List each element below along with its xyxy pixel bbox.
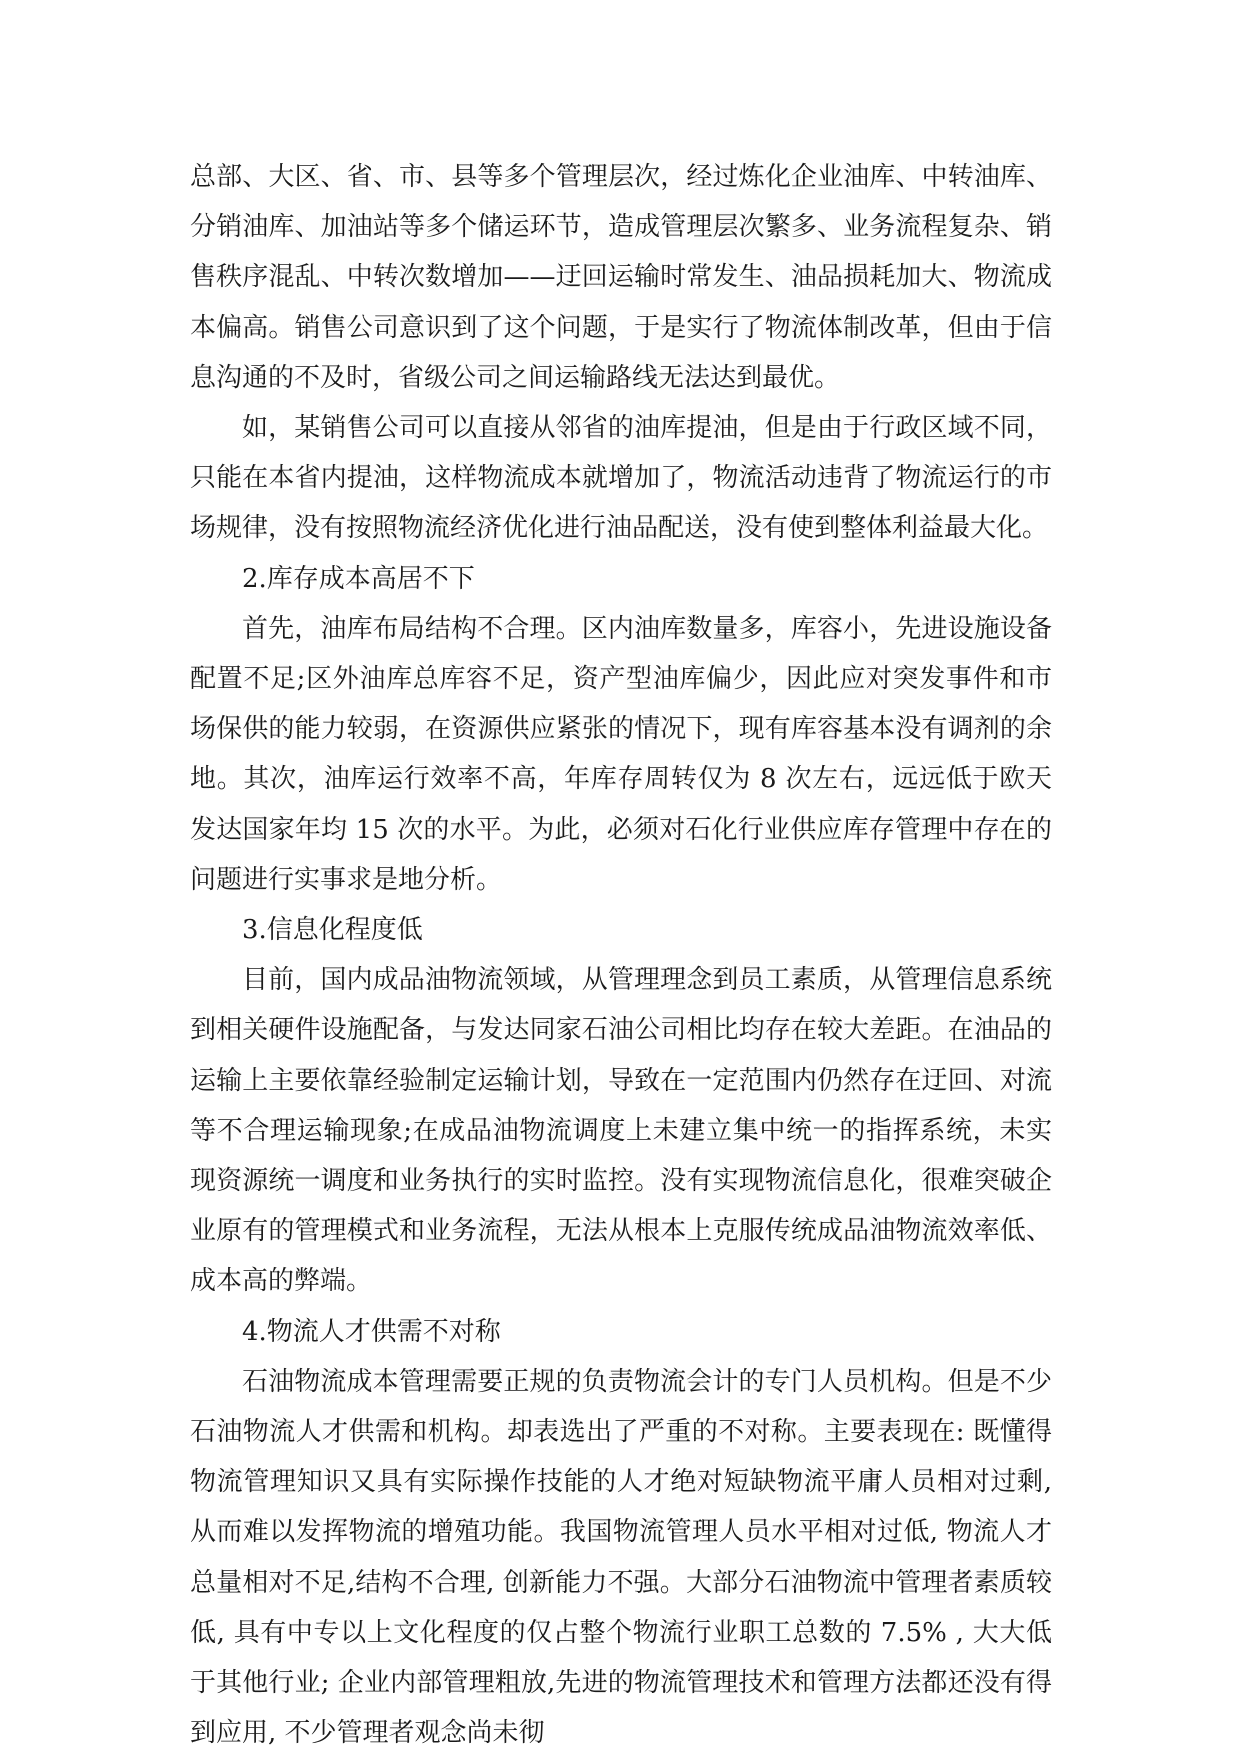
- paragraph-inventory-cost: 首先，油库布局结构不合理。区内油库数量多，库容小，先进设施设备配置不足;区外油库总库容不足，资产型油库偏少，因此应对突发事件和市场保供的能力较弱，在资源供应紧张的情况下，现有库容基本没有调剂的余地。其次，油库运行效率不高，年库存周转仅为 8 次左右，远远低于欧天发达国家年均 15 次的水平。为此，必须对石化行业供应库存管理中存在的问题进行实事求是地分析。: [190, 613, 1052, 895]
- heading-informatization: 3.信息化程度低: [242, 915, 423, 946]
- paragraph-informatization: 目前，国内成品油物流领域，从管理理念到员工素质，从管理信息系统到相关硬件设施配备，与发达同家石油公司相比均存在较大差距。在油品的运输上主要依靠经验制定运输计划，导致在一定范围内仍然存在迂回、对流等不合理运输现象;在成品油物流调度上未建立集中统一的指挥系统，未实现资源统一调度和业务执行的实时监控。没有实现物流信息化，很难突破企业原有的管理模式和业务流程，无法从根本上克服传统成品油物流效率低、成本高的弊端。: [190, 965, 1052, 1297]
- document-body: [190, 152, 1052, 1759]
- heading-talent-supply: 4.物流人才供需不对称: [242, 1316, 501, 1347]
- paragraph-example-sales-company: 如，某销售公司可以直接从邻省的油库提油，但是由于行政区域不同，只能在本省内提油，这样物流成本就增加了，物流活动违背了物流运行的市场规律，没有按照物流经济优化进行油品配送，没有使到整体利益最大化。: [190, 413, 1052, 544]
- paragraph-management-levels: 总部、大区、省、市、县等多个管理层次，经过炼化企业油库、中转油库、分销油库、加油站等多个储运环节，造成管理层次繁多、业务流程复杂、销售秩序混乱、中转次数增加——迂回运输时常发生、油品损耗加大、物流成本偏高。销售公司意识到了这个问题，于是实行了物流体制改革，但由于信息沟通的不及时，省级公司之间运输路线无法达到最优。: [190, 162, 1052, 393]
- heading-inventory-cost: 2.库存成本高居不下: [242, 563, 475, 594]
- paragraph-talent-supply: 石油物流成本管理需要正规的负责物流会计的专门人员机构。但是不少石油物流人才供需和机构。却表选出了严重的不对称。主要表现在: 既懂得物流管理知识又具有实际操作技能的人才绝对短缺物流平庸人员相对过剩, 从而难以发挥物流的增殖功能。我国物流管理人员水平相对过低, 物流人才总量相对不足,结构不合理, 创新能力不强。大部分石油物流中管理者素质较低, 具有中专以上文化程度的仅占整个物流行业职工总数的 7.5% , 大大低于其他行业; 企业内部管理粗放,先进的物流管理技术和管理方法都还没有得到应用, 不少管理者观念尚未彻: [190, 1366, 1052, 1749]
